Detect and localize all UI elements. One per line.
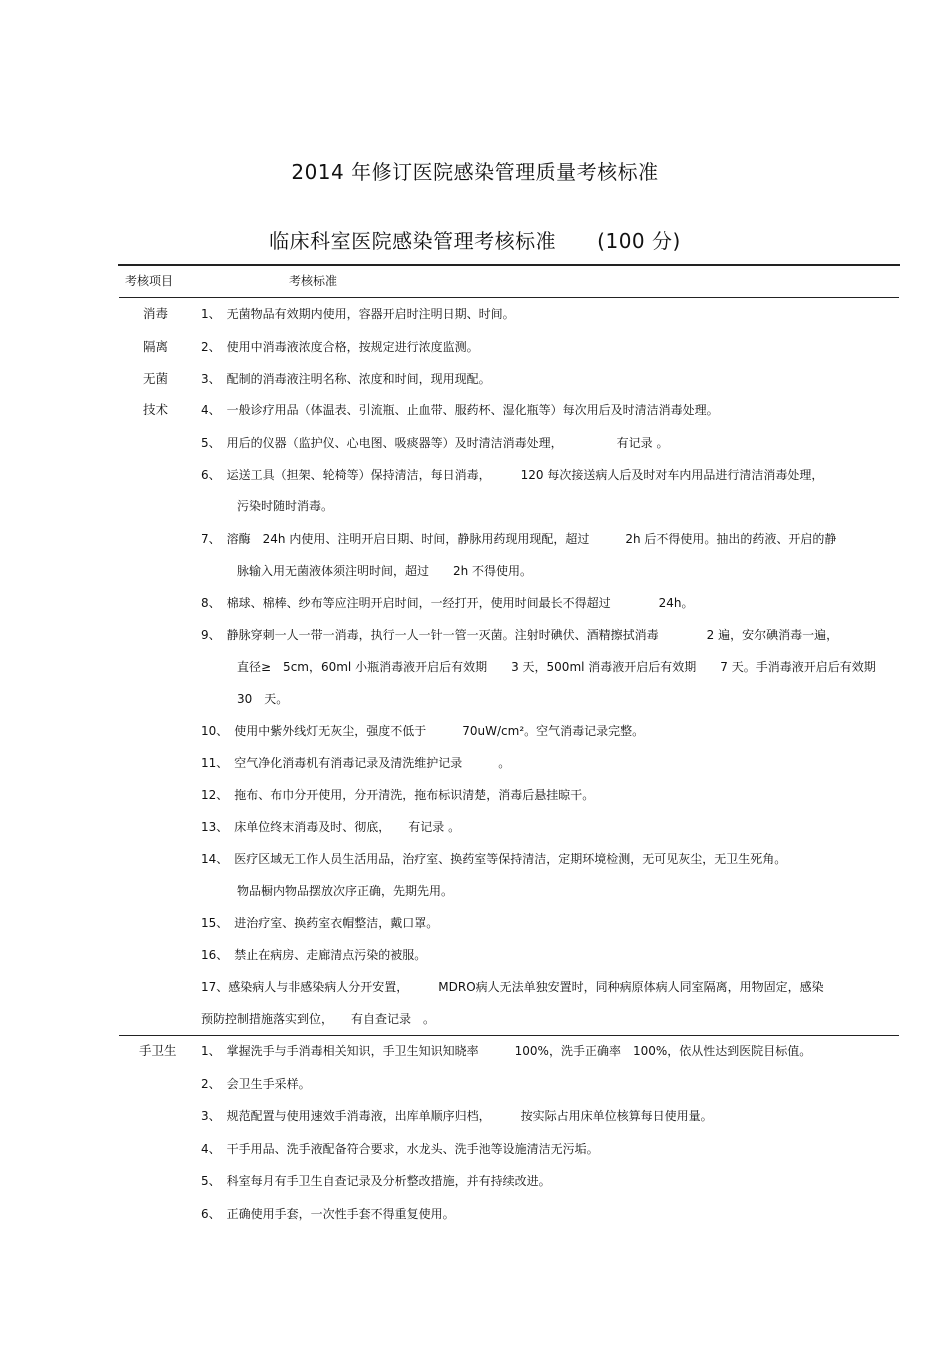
standard-line: 17、感染病人与非感染病人分开安置， MDRO病人无法单独安置时，同种病原体病人同室隔离，用物固定，感染 xyxy=(201,980,824,994)
standard-line: 14、 医疗区域无工作人员生活用品，治疗室、换药室等保持清洁，定期环境检测，无可见灰尘，无卫生死角。 xyxy=(201,852,787,866)
standard-line: 直径≥ 5cm，60ml 小瓶消毒液开启后有效期 3 天，500ml 消毒液开启后有效期 7 天。手消毒液开启后有效期 xyxy=(201,660,876,674)
standard-line: 8、 棉球、棉棒、纱布等应注明开启时间，一经打开，使用时间最长不得超过 24h。 xyxy=(201,596,694,610)
standard-line: 4、 一般诊疗用品（体温表、引流瓶、止血带、服药杯、湿化瓶等）每次用后及时清洁消毒处理。 xyxy=(201,403,719,417)
standard-line: 9、 静脉穿刺一人一带一消毒，执行一人一针一管一灭菌。注射时碘伏、酒精擦拭消毒 2 遍，安尔碘消毒一遍， xyxy=(201,628,839,642)
table-title: 临床科室医院感染管理考核标准 (100 分) xyxy=(269,229,681,253)
category-disinfection-line: 消毒 xyxy=(143,306,169,321)
standard-line: 5、 用后的仪器（监护仪、心电图、吸痰器等）及时清洁消毒处理， 有记录 。 xyxy=(201,436,669,450)
standard-line: 脉输入用无菌液体须注明时间，超过 2h 不得使用。 xyxy=(201,564,533,578)
standard-line: 2、 会卫生手采样。 xyxy=(201,1077,311,1091)
category-disinfection-line: 技术 xyxy=(143,402,169,417)
standard-line: 2、 使用中消毒液浓度合格，按规定进行浓度监测。 xyxy=(201,340,479,354)
standard-line: 1、 掌握洗手与手消毒相关知识，手卫生知识知晓率 100%，洗手正确率 100%，依从性达到医院目标值。 xyxy=(201,1044,812,1058)
header-category: 考核项目 xyxy=(125,274,174,288)
standard-line: 6、 正确使用手套，一次性手套不得重复使用。 xyxy=(201,1207,455,1221)
document-title: 2014 年修订医院感染管理质量考核标准 xyxy=(291,160,659,184)
standard-line: 11、 空气净化消毒机有消毒记录及清洗维护记录 。 xyxy=(201,756,511,770)
section-divider xyxy=(119,1035,899,1036)
standard-line: 30 天。 xyxy=(201,692,289,706)
standard-line: 6、 运送工具（担架、轮椅等）保持清洁，每日消毒， 120 每次接送病人后及时对车内用品进行清洁消毒处理， xyxy=(201,468,824,482)
category-disinfection-line: 无菌 xyxy=(143,371,169,386)
standard-line: 3、 配制的消毒液注明名称、浓度和时间，现用现配。 xyxy=(201,372,491,386)
standard-line: 预防控制措施落实到位， 有自查记录 。 xyxy=(201,1012,436,1026)
header-standard: 考核标准 xyxy=(289,274,338,288)
standard-line: 物品橱内物品摆放次序正确，先期先用。 xyxy=(201,884,454,898)
category-hand-hygiene: 手卫生 xyxy=(139,1043,177,1058)
header-divider xyxy=(119,297,899,298)
standard-line: 12、 拖布、布巾分开使用，分开清洗，拖布标识清楚，消毒后悬挂晾干。 xyxy=(201,788,595,802)
standard-line: 16、 禁止在病房、走廊清点污染的被服。 xyxy=(201,948,427,962)
standard-line: 1、 无菌物品有效期内使用，容器开启时注明日期、时间。 xyxy=(201,307,515,321)
standard-line: 5、 科室每月有手卫生自查记录及分析整改措施，并有持续改进。 xyxy=(201,1174,551,1188)
standard-line: 7、 溶酶 24h 内使用、注明开启日期、时间，静脉用药现用现配，超过 2h 后不得使用。抽出的药液、开启的静 xyxy=(201,532,837,546)
standard-line: 4、 干手用品、洗手液配备符合要求，水龙头、洗手池等设施清洁无污垢。 xyxy=(201,1142,599,1156)
standard-line: 13、 床单位终末消毒及时、彻底， 有记录 。 xyxy=(201,820,461,834)
standard-line: 3、 规范配置与使用速效手消毒液，出库单顺序归档， 按实际占用床单位核算每日使用量。 xyxy=(201,1109,713,1123)
standard-line: 污染时随时消毒。 xyxy=(201,499,334,513)
category-disinfection-line: 隔离 xyxy=(143,339,169,354)
standard-line: 15、 进治疗室、换药室衣帽整洁，戴口罩。 xyxy=(201,916,439,930)
standard-line: 10、 使用中紫外线灯无灰尘，强度不低于 70uW/cm²。空气消毒记录完整。 xyxy=(201,724,645,738)
standards-table xyxy=(118,264,900,1221)
